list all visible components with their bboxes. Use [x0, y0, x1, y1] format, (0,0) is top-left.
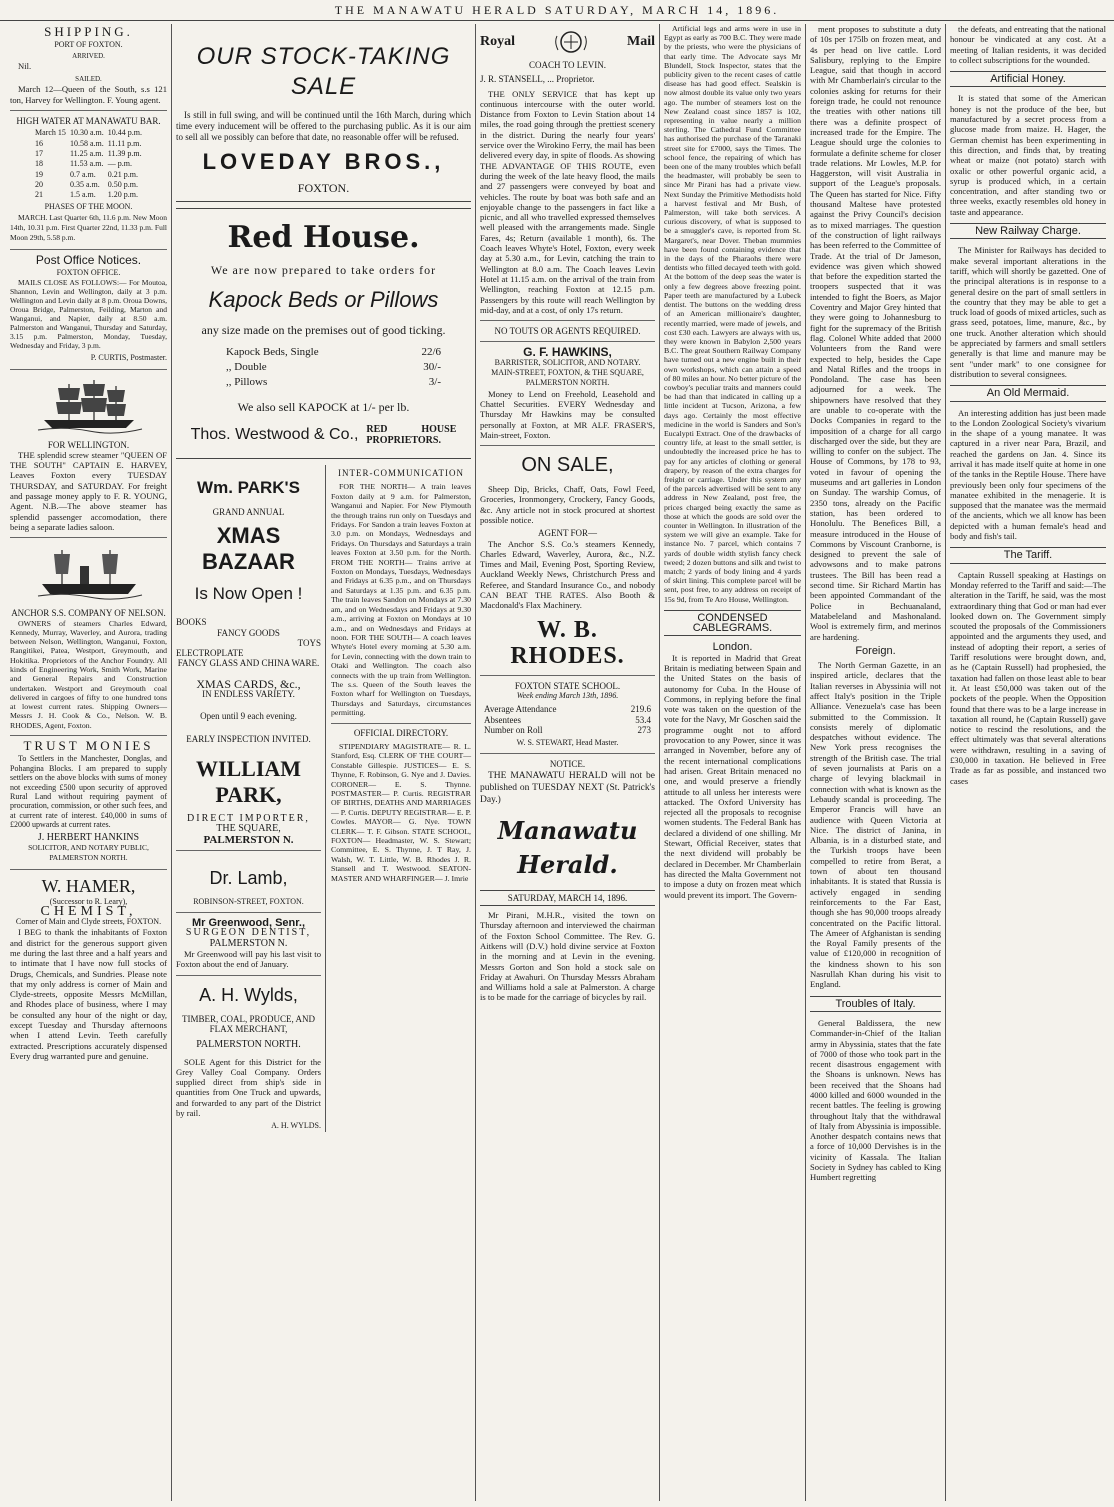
stat-label: Absentees: [484, 714, 521, 725]
divider: [10, 537, 167, 538]
tide-cell: 20: [35, 179, 44, 189]
divider: [331, 723, 471, 724]
tide-cell: 19: [35, 169, 44, 179]
sailing-ship-icon: [34, 376, 144, 434]
tide-row: [33, 170, 144, 180]
divider: [480, 341, 655, 342]
on-sale-title: ON SALE,: [521, 454, 614, 477]
phases-title: PHASES OF THE MOON.: [44, 202, 133, 212]
greenwood-palmerston: PALMERSTON N.: [209, 937, 288, 949]
divider: [10, 735, 167, 736]
stat-value: 219.6: [630, 704, 651, 715]
stat-label: Average Attendance: [484, 704, 557, 715]
news-text-1: Artificial legs and arms were in use in Egypt as early as 700 B.C. They were made by the priests, who were the physicians of that early time. The Advocate says Mr Blundell, Stock Inspector, states that the publicity given to the recent cases of cattle disease has had good effect. Sealskin is now almost double its value only two years ago. The number of steamers lost on the New Zealand coast since 1857 is 102, representing in value nearly a million sterling. The Cathedral Fund Committee has authorised the purchase of the Taranaki street site for £7000, says the Times. The school fence, the repairing of which has been one of the many troubles which befall the headmaster, will probably be seen to since Mr Pirani has had a private view. Next Sunday the Primitive Methodists hold a harvest festival and Mr Bush, of Palmerston, will take both services. A curious discovery, of what is supposed to be a smuggler's cave, is reported from St. Margaret's, near Dover. Theban mummies have been found containing evidence that in the days of the Pharaohs there were dentists who filled decayed teeth with gold. At the bottom of the deep seas the water is only a few degrees above freezing point. Paper teeth are manufactured by a Lubeck dentist. The buttons on the wedding dress of an American millionaire's daughter, recently married, were made of jewels, and cost £30 each. Lawyers are always with us, they were known in Babylon 2,500 years B.C. The great Southern Railway Company have turned out a new engine built in their own workshops, which can attain a speed of 80 miles an hour. No better picture of the cowboy's peculiar traits and manners could be had than that indicated in calling up a little incident at Tucson, Arizona, a few days ago. Certainly the most effective medicine in the world is Sanders and Son's Eucalypti Extract. One of the drawbacks of country life, at least to the small settler, is undoubtedly the increased price he has to pay for any articles of clothing or general drapery, by reason of the extra charges for freight or carriage. Under this system any of the parcels advertised will be sent to any address in New Zealand, post free, the prices charged being exactly the same as those at which the goods are sold over the counter in Wellington. In illustration of the system we will give an example. Take for instance No. 7 parcel, which contains 7 yards of double width stylish fancy check tweed; 2 dozen buttons and silk and twist to match; 2 yards of body lining and 4 yards of skirt lining. This complete parcel will be sent, post free, to any address on receipt of 15s 9d, from Te Aro House, Wellington.: [664, 24, 801, 604]
kapock-title: Kapock Beds or Pillows: [208, 287, 439, 312]
royal-label: Royal: [480, 33, 515, 49]
hawkins-text: Money to Lend on Freehold, Leasehold and Chattel Securities. EVERY Wednesday and Thursday Mr Hawkins may be consulted personally at Foxton, at MR ALF. FRASER'S, Main-street, Foxton.: [480, 388, 655, 440]
square-label: THE SQUARE,: [216, 823, 281, 835]
royal-crest-icon: [554, 28, 588, 56]
herald-date: SATURDAY, MARCH 14, 1896.: [480, 890, 655, 906]
xmas-cards: XMAS CARDS, &c.,: [196, 676, 301, 691]
column-4: [660, 24, 806, 1501]
any-size-text: any size made on the premises out of good ticking.: [201, 323, 446, 337]
london-head: London.: [712, 641, 753, 654]
railway-text: The Minister for Railways has decided to make several important alterations in the tariff, which will shortly be gazetted. One of the principal alterations is in response to a general desire on the part of small settlers in the country that they may be able to get a truck load of goods of mixed articles, such as grass seed, potatoes, lime, manure, &c., by one truck. Another alteration which should be appreciated by farmers and small settlers generally is that lime and manure may be sent "under mark" to one consignee for distribution to several consignees.: [950, 245, 1106, 379]
honey-text: It is stated that some of the American honey is not the produce of the bee, but manufactured by a secret process from a glucose made from maize. H. Hager, the German chemist has been experimenting in this direction, and finds that, by treating wheat or maize (not potato) starch with oxalic or other powerful organic acid, a syrup is produced which, in a certain concentration, and after standing two or three weeks, exactly resembles old honey in taste and appearance.: [950, 93, 1106, 217]
greenwood-text: Mr Greenwood will pay his last visit to Foxton about the end of January.: [176, 949, 321, 970]
wylds-sign: A. H. WYLDS.: [271, 1121, 321, 1131]
nil-text: Nil.: [18, 60, 32, 71]
phases-text: MARCH. Last Quarter 6th, 11.6 p.m. New Moon 14th, 10.31 p.m. First Quarter 22nd, 11.33 p.m. Full Moon 29th, 5.58 p.m.: [10, 212, 167, 243]
hawkins-sub: BARRISTER, SOLICITOR, AND NOTARY.: [494, 357, 641, 367]
railway-head: New Railway Charge.: [950, 223, 1106, 239]
column-2: [172, 24, 476, 1501]
anchor-text: OWNERS of steamers Charles Edward, Kennedy, Murray, Waverley, and Aurora, trading between Nelson, Wellington, Wanganui, Foxton, Rangitikei, Patea, Westport, Greymouth, and Hokitika. Proprietors of the Anchor Foundry. All kinds of Engineering Work, Smith Work, Marine and General Repairs and Construction undertaken. Westport and Greymouth coal delivered in cargoes of fifty to one hundred tons at lowest current rates. Shipping Owners— Messrs J. H. Cook & Co., Nelson. W. B. RHODES, Agent, Foxton.: [10, 618, 167, 730]
tide-cell: March 15: [35, 128, 66, 138]
importer-label: DIRECT IMPORTER,: [187, 812, 310, 824]
xmas-bazaar: XMAS BAZAAR: [202, 523, 295, 575]
price-item: ,, Pillows: [226, 376, 268, 388]
park-head: Wm. PARK'S: [197, 478, 300, 497]
wylds-palmerston: PALMERSTON NORTH.: [196, 1039, 301, 1051]
stat-value: 53.4: [635, 714, 651, 725]
notice-text: THE MANAWATU HERALD will not be published on TUESDAY NEXT (St. Patrick's Day.): [480, 770, 655, 805]
lamb-address: ROBINSON-STREET, FOXTON.: [193, 896, 304, 906]
foreign-head: Foreign.: [855, 644, 896, 657]
steamship-icon: [34, 544, 144, 602]
touts-label: NO TOUTS OR AGENTS REQUIRED.: [494, 326, 641, 337]
post-office-sub: FOXTON OFFICE.: [56, 267, 121, 277]
price-item: ,, Double: [226, 361, 267, 373]
rhodes-name: W. B. RHODES.: [510, 616, 625, 669]
tariff-text: Captain Russell speaking at Hastings on Monday referred to the Tariff and said:—The alteration in the Tariff, he said, was the most extraordinary thing that God or man had ever looked down on. The Government simply scouted the proposals of the Commissioners appointed and the arguments they used, and instead of adopting their report, a series of Tariff resolutions were brought down, and, as he (Captain Russell) had prophesied, the taxation had fallen on those least able to bear it. At least £50,000 was taken out of the pockets of the people. When the Opposition found that there was to be a large increase in taxation all round, he (Captain Russell) gave notice to rescind the resolutions, and the effect ultimately was that several alterations were withdrawn, resulting in a saving of £30,000 in taxation. He believed in Free Trade as far as possible, and instanced two cases: [950, 569, 1106, 786]
inspection-label: EARLY INSPECTION INVITED.: [186, 733, 311, 744]
column-3: [476, 24, 660, 1501]
tide-cell: 0.21 p.m.: [107, 169, 138, 179]
william-park: WILLIAM PARK,: [195, 755, 302, 807]
price-row: [226, 345, 441, 360]
stock-taking-head: OUR STOCK-TAKING SALE: [196, 43, 451, 100]
chemist-title: CHEMIST,: [40, 903, 137, 919]
chemist-address: Corner of Main and Clyde streets, FOXTON.: [15, 917, 162, 927]
glass-label: FANCY GLASS AND CHINA WARE.: [177, 658, 320, 669]
shipping-title: SHIPPING.: [44, 24, 133, 39]
tide-cell: 21: [35, 190, 44, 200]
loveday-name: LOVEDAY BROS.,: [202, 149, 445, 174]
sailed-label: SAILED.: [75, 75, 102, 84]
high-water-title: HIGH WATER AT MANAWATU BAR.: [16, 116, 161, 127]
inter-communication-text: FOR THE NORTH— A train leaves Foxton daily at 9 a.m. for Palmerston, Wanganui and Napier. For New Plymouth the through trains run only on Tuesdays and Fridays. For Sandon a train leaves Foxton at 3.0 p.m. on Mondays, Wednesdays and Fridays. On Thursdays and Saturdays a train leaves Foxton at 3.50 p.m. for the North. FROM THE NORTH— Trains arrive at Foxton on Mondays, Tuesdays, Wednesdays and Fridays at 6.35 p.m., and on Thursdays and Saturdays at 1.35 p.m. and 6.35 p.m. The train leaves Sandon on Mondays at 7.30 am, and on Wednesdays and Fridays at 9.30 a.m., arriving at Foxton on Mondays at 10 a.m., and on Wednesdays and Fridays at noon. FOR THE SOUTH— A coach leaves Whyte's Hotel every morning at 5.30 a.m. for Levin, connecting with the down train to Otaki and Wellington. The coach also connects with the up train from Wellington. The s.s. Queen of the South leaves the Foxton wharf for Wellington on Tuesdays, Thursdays and Saturdays, circumstances permitting.: [331, 482, 471, 718]
masthead: THE MANAWATU HERALD SATURDAY, MARCH 14, 1896.: [0, 0, 1114, 21]
tide-cell: 11.25 a.m.: [69, 148, 104, 158]
tide-cell: 0.7 a.m.: [69, 169, 96, 179]
official-directory-head: OFFICIAL DIRECTORY.: [353, 727, 449, 738]
stat-value: 273: [637, 724, 651, 735]
price-row: [226, 360, 441, 375]
divider: [480, 445, 655, 446]
evening-label: Open until 9 each evening.: [200, 711, 297, 722]
school-stats: [484, 704, 651, 735]
column-1: [6, 24, 172, 1501]
agent-for-label: AGENT FOR—: [537, 528, 598, 539]
grand-annual: GRAND ANNUAL: [212, 507, 285, 517]
news-text-5: General Baldissera, the new Commander-in-Chief of the Italian army in Abyssinia, states that the fate of 7000 of those who took part in the recent disastrous engagement with the Shoans is unknown. News has been received that the Shoans had 4000 killed and 6000 wounded in the recent battles. The feeling is growing throughout Italy that the withdrawal of Italy from Abyssinia is impossible. Another despatch contains news that a force of 10,000 Dervishes is in the vicinity of Kassala. The Italian Society in Sydney has cabled to King Humbert regretting: [810, 1017, 941, 1183]
news-text-2: It is reported in Madrid that Great Britain is mediating between Spain and the United States on the basis of autonomy for Cuba. In the House of Commons, in replying before the final vote was taken on the question of the vote for the Navy, Mr Goschen said the programme ought not to afford provocation to any Power, since it was arranged in November, before any of the recent international complications had arisen. Great Britain menaced no one, and would preserve a friendly attitude to all unless her interests were attacked. The Oxford University has rejected all the proposals to recognise women students. The Federal Bank has declared a dividend of one shilling. Mr Stewart, Official Receiver, states that the next dividend will probably be declared in December. Mr Chamberlain has directed the Malta Government not to impose a duty on frozen meat which would prevent its import. The Govern-: [664, 652, 801, 900]
trust-text: To Settlers in the Manchester, Donglas, and Pohangina Blocks. I am prepared to supply settlers on the above blocks with sums of money not exceeding £500 upon security of approved Rural Land without requiring payment of procuration, commission, or other such fees, and at current rate of interest. £40,000 in sums of £2000 upwards at current rates.: [10, 754, 167, 830]
tide-cell: 18: [35, 159, 44, 169]
tide-row: [33, 139, 144, 149]
trust-head: TRUST MONIES: [23, 738, 154, 754]
wylds-text: SOLE Agent for this District for the Grey Valley Coal Company. Orders supplied direct from ship's side in quantities from One Truck and upwards, and forwarded to any part of the District by rail.: [176, 1056, 321, 1119]
troubles-head: Troubles of Italy.: [810, 996, 941, 1012]
post-office-title: Post Office Notices.: [35, 252, 142, 267]
divider: [176, 975, 321, 976]
stat-label: Number on Roll: [484, 724, 543, 735]
tide-cell: 11.53 a.m.: [69, 159, 104, 169]
toys-label: TOYS: [297, 637, 321, 648]
tide-cell: 17: [35, 148, 44, 158]
wylds-name: A. H. Wylds,: [199, 984, 298, 1005]
chemist-text: I BEG to thank the inhabitants of Foxton and district for the generous support given me during the last three and a half years and to intimate that I have now full stocks of Drugs, Chemicals, and Sundries. Please note that my only address is corner of Main and Clyde-streets, opposite Messrs McMillan, and Rhodes place of business, where I may be consulted any hour of the night or day, except Tuesday and Thursday afternoons when I attend Levin. Teeth carefully extracted. Prescriptions accurately dispensed Every drug warranted pure and genuine.: [10, 927, 167, 1061]
tide-cell: 0.50 p.m.: [107, 179, 138, 189]
divider: [480, 675, 655, 676]
sailed-text: March 12—Queen of the South, s.s 121 ton, Harvey for Wellington. F. Young agent.: [10, 84, 167, 105]
news-text-3: ment proposes to substitute a duty of 10s per 175lb on frozen meat, and 4s per head on live cattle. Lord Salisbury, replying to the Empire League, said that though in accord with Mr Chamberlain's circular to the colonies asking for returns for their foreign trade, he could not renounce the treaties with other nations till there was a definite prospect of increased trade for the Empire. The League should urge the colonies to formulate a definite scheme for closer trade relations. Mr Lowles, M.P. for Haggerston, will visit Australia in support of the League's proposals. The Queen has started for Nice. Fifty thousand Maltese have protested against the Privy Council's decision as to mixed marriages. The question of the construction of light railways has been referred to the Committee of Trade. At the trial of Dr Jameson, evidence was given which showed that before the expedition started the troopers suspected that it was intended to fight the Boers, as Major Coventry and Major Grey hinted that they were going to Johannesburg to fight for the supremacy of the British flag. Colonel White added that 2000 Volunteers from the Rand were expected to help, besides the Cape and Natal Rifles and the troops in Pondoland. The case has been adjourned for a week. The shipowners have resolved that they are unable to co-operate with the Docks Companies in regard to the imposition of a charge for all cargo discharged over the side, but they are willing to confer on the subject. The House of Commons, by 178 to 93, voted in favour of opening the museums and art galleries in London on Sunday. The warship Comus, of 2350 tons, already on the Pacific station, has been ordered to Honolulu. The Benefices Bill, a measure introduced in the House of Commons by Viscount Cranborne, is designed to prevent the sale of advowsons and to make patrons trustees. The Bill has been read a second time. Sir Richard Martin has been appointed Commandant of the Police in Bechuanaland, Matabeleland and Mashonaland. Wool is extremely firm, and merinos are hardening.: [810, 24, 941, 642]
westwood-name: Thos. Westwood & Co.,: [190, 425, 359, 443]
divider: [10, 249, 167, 250]
tide-row: [33, 159, 144, 169]
hawkins-address: MAIN-STREET, FOXTON, & THE SQUARE, PALMERSTON NORTH.: [491, 368, 644, 388]
official-directory-text: STIPENDIARY MAGISTRATE— R. L. Stanford, Esq. CLERK OF THE COURT— Constable Gillespie. JUSTICES— E. S. Thynne, F. Robinson, G. Nye and J. Davies. CORONER— E. S. Thynne. POSTMASTER— P. Curtis. REGISTRAR OF BIRTHS, DEATHS AND MARRIAGES— P. Curtis. DEPUTY REGISTRAR— E. P. Cowles. MAYOR— G. Nye. TOWN CLERK— T. F. Gibson. STATE SCHOOL, FOXTON— Headmaster, W. S. Stewart; Committee, E. S. Thynne, J. T Ray, J. Walsh, W. T. Little, W. B. Rhodes J. R. Stansell and T. Westwood. SEATON-MASTER AND WHARFINGER— J. Imrie: [331, 741, 471, 883]
tide-cell: 11.11 p.m.: [107, 138, 142, 148]
palmerston-label: PALMERSTON N.: [203, 833, 294, 846]
price-value: 3/-: [428, 376, 441, 388]
mail-label: Mail: [627, 33, 655, 49]
wellington-head: FOR WELLINGTON.: [47, 439, 130, 450]
mermaid-text: An interesting addition has just been made to the London Zoological Society's vivarium in the shape of a young manatee. It was captured in a river near Para, Brazil, and reached the gardens on Jan. 4. Since its arrival it has made itself quite at home in one of the tanks in the Reptile House. There have previously been only four specimens of the manatee exhibited in the menagerie. It is supposed that the manatee was the mermaid of the ancients, which we all know has been depicted with a human female's head and body and fish's tail.: [950, 407, 1106, 542]
tide-cell: 10.30 a.m.: [69, 128, 104, 138]
surgeon-label: SURGEON DENTIST,: [185, 927, 312, 939]
school-title: FOXTON STATE SCHOOL.: [514, 680, 621, 691]
westwood-sub: RED HOUSE PROPRIETORS.: [366, 424, 457, 446]
stewart-label: W. S. STEWART, Head Master.: [516, 738, 619, 748]
hamer-name: W. HAMER,: [41, 875, 136, 896]
anchor-head: ANCHOR S.S. COMPANY OF NELSON.: [11, 608, 166, 619]
arrived-label: ARRIVED.: [72, 51, 105, 60]
electroplate-label: ELECTROPLATE: [176, 648, 244, 659]
prepared-text: We are now prepared to take orders for: [210, 263, 437, 277]
loveday-sub: FOXTON.: [297, 181, 350, 195]
tide-row: [33, 128, 144, 138]
school-week: Week ending March 13th, 1896.: [516, 690, 619, 700]
port-name: PORT OF FOXTON.: [54, 40, 123, 50]
divider: [176, 912, 321, 913]
stat-row: [484, 704, 651, 714]
tide-row: [33, 180, 144, 190]
tide-table: [33, 128, 144, 200]
hawkins-name: G. F. HAWKINS,: [523, 345, 612, 360]
variety-label: IN ENDLESS VARIETY.: [202, 689, 295, 700]
agent-text: The Anchor S.S. Co.'s steamers Kennedy, Charles Edward, Waverley, Aurora, &c., N.Z. Times and Mail, Evening Post, Sporting Review, Auckland Weekly News, Christchurch Press and Referee, and Standard Insurance Co., and nobody CAN BEAT THE RATES. Also Booth & Macdonald's Flax Machinery.: [480, 538, 655, 611]
tide-cell: 1.20 p.m.: [107, 190, 138, 200]
tide-row: [33, 149, 144, 159]
coach-label: COACH TO LEVIN.: [529, 60, 606, 70]
trust-sign-2: SOLICITOR, AND NOTARY PUBLIC, PALMERSTON NORTH.: [28, 842, 149, 863]
mermaid-head: An Old Mermaid.: [950, 385, 1106, 401]
price-value: 22/6: [421, 346, 441, 358]
also-sell-text: We also sell KAPOCK at 1/- per lb.: [237, 400, 410, 414]
timber-label: TIMBER, COAL, PRODUCE, AND FLAX MERCHANT,: [181, 1013, 315, 1034]
divider: [480, 753, 655, 754]
price-row: [226, 375, 441, 390]
tide-cell: 10.58 a.m.: [69, 138, 104, 148]
stat-row: [484, 725, 651, 735]
price-item: Kapock Beds, Single: [226, 346, 319, 358]
tide-row: [33, 190, 144, 200]
column-6: [946, 24, 1110, 1501]
honey-head: Artificial Honey.: [950, 71, 1106, 87]
hamer-sub: (Successor to R. Leary),: [49, 896, 128, 906]
post-office-text: MAILS CLOSE AS FOLLOWS:— For Moutoa, Shannon, Levin and Wellington, daily at 3 p.m. Wellington and Levin daily at 8 p.m. Oroua Downs, Oroua Bridge, Palmerston, Feilding, Marton and Wanganui, and Napier, daily at 8.50 a.m. Palmerston and Wanganui, Thursday and Saturday, 3.15 p.m. Palmerston, Monday, Tuesday, Wednesday and Friday, 3 p.m.: [10, 278, 167, 351]
coach-text: THE ONLY SERVICE that has kept up continuous intercourse with the outer world. Distance from Foxton to Levin Station about 14 miles, the road going through the prettiest scenery in the district. During the nearly four years' service over the Wirokino Ferry, the mail has been delivered every day, in spite of floods. As showing THE ADVANTAGE OF THIS ROUTE, even during the week of the late heavy flood, the mails and 27 passengers were conveyed by boat and vehicles. The route by boat was both safe and an enjoyable change to the passengers in fact like a picnic, and all who travelled expressed themselves well pleased with the arrangements made. Single Fares, 4s; Return (available 1 month), 6s. The Coach leaves Whyte's Hotel, Foxton, every week day at 5.30 a.m., for Levin, catching the train to Wellington at 8.0 a.m. The Coach leaves Levin Hotel at 11.15 a.m. on the arrival of the train from Wellington, reaching Foxton at 12.15 p.m. Passengers by this route will reach Wellington by mid-day, and at a cost, of only 17s return.: [480, 88, 655, 315]
steamer-text: THE splendid screw steamer "QUEEN OF THE SOUTH" CAPTAIN E. HARVEY, Leaves Foxton every TUESDAY THURSDAY, and SATURDAY. For freight and passage money apply to F. R. YOUNG, Agent. N.B.—The above steamer has splendid passenger accomodation, there being a separate ladies saloon.: [10, 449, 167, 532]
divider: [10, 110, 167, 111]
divider: [480, 320, 655, 321]
on-sale-text: Sheep Dip, Bricks, Chaff, Oats, Fowl Feed, Groceries, Ironmongery, Crockery, Fancy Goods, &c. Any article not in stock procured at shortest possible notice.: [480, 484, 655, 525]
divider: [176, 850, 321, 851]
greenwood-name: Mr Greenwood, Senr.,: [191, 917, 306, 930]
cablegrams-head: CONDENSED CABLEGRAMS.: [664, 610, 801, 637]
stat-row: [484, 715, 651, 725]
inter-communication-head: INTER-COMMUNICATION: [338, 468, 464, 478]
notice-label: NOTICE.: [549, 759, 586, 770]
red-house-title: Red House.: [227, 220, 420, 255]
column-5: [806, 24, 946, 1501]
trust-sign: J. HERBERT HANKINS: [37, 831, 140, 843]
post-office-sign: P. CURTIS, Postmaster.: [90, 353, 167, 363]
divider: [10, 369, 167, 370]
price-list: [226, 345, 441, 390]
herald-title: Manawatu Herald.: [497, 815, 638, 879]
price-value: 30/-: [423, 361, 441, 373]
news-text: Mr Pirani, M.H.R., visited the town on Thursday afternoon and interviewed the chairman of the Foxton School Committee. The Rev. G. Aitkens will (D.V.) hold divine service at Foxton in the morning and at Levin in the evening. Messrs Gorton and Son hold a stock sale on Friday at Awahuri. On Thursday Messrs Abraham and Williams hold a sale at Palmerston. A charge is to be made for the carriage of bicycles by rail.: [480, 910, 655, 1003]
tide-cell: 0.35 a.m.: [69, 179, 100, 189]
fancy-goods: FANCY GOODS: [217, 627, 280, 638]
news-text-4: The North German Gazette, in an inspired article, declares that the Italian reverses in Abyssinia will not affect Italy's position in the Triple Alliance. Venezuela's case has been submitted to the Commission. It consists merely of diplomatic despatches without evidence. The New York press recognises the strength of the British case. The trial of seven journalists at Paris on a charge of levying blackmail in connection with what is known as the Lebaudy scandal is proceeding. The Emperor Francis will have an audience with Queen Victoria at Nice. The district of Janina, in Albania, is in a disturbed state, and the Turkish troops have been compelled to retire from Berat, a town of about ten thousand inhabitants. It is stated that Russia is actively engaged in sending reinforcements to the Far East, though she has 90,000 troops already concentrated on the Pacific littoral. The Ameer of Afghanistan is sending the Royal Family presents of the value of £120,000 in recognition of the kindness shown to his son Nasrullah Khan during his visit to England.: [810, 660, 941, 990]
tide-cell: 16: [35, 138, 44, 148]
dr-lamb: Dr. Lamb,: [209, 867, 288, 888]
tide-cell: 10.44 p.m.: [107, 128, 142, 138]
divider: [10, 869, 167, 870]
stansell-label: J. R. STANSELL, ... Proprietor.: [480, 74, 595, 85]
tide-cell: 11.39 p.m.: [107, 148, 142, 158]
books-label: BOOKS: [176, 617, 207, 628]
tide-cell: — p.m.: [107, 159, 132, 169]
news-text-6: the defeats, and entreating that the national honour be vindicated at any cost. At a meeting of Italian residents, it was decided to collect subscriptions for the wounded.: [950, 24, 1106, 65]
tide-cell: 1.5 a.m.: [69, 190, 96, 200]
now-open: Is Now Open !: [194, 584, 303, 604]
tariff-head: The Tariff.: [950, 547, 1106, 563]
stock-taking-text: Is still in full swing, and will be continued until the 16th March, during which time every inducement will be offered to the purchasing public. As it is our aim to sell all we possibly can before that date, no reasonable offer will be refused.: [176, 110, 471, 142]
